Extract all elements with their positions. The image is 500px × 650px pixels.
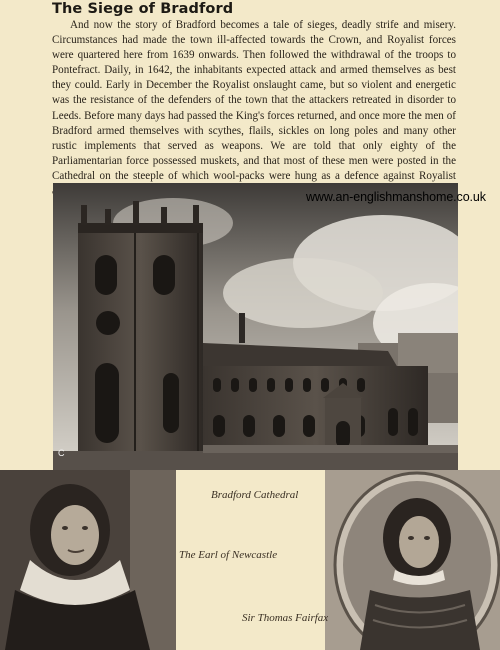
caption-cathedral: Bradford Cathedral [211,489,299,501]
fairfax-portrait [325,470,500,650]
cathedral-illustration [53,183,458,470]
website-watermark: www.an-englishmanshome.co.uk [306,190,486,204]
body-paragraph: And now the story of Bradford becomes a tale of sieges, deadly strife and misery. Circumstances had made the town ill-affected towards the Crown, and Royalist forces were quartered here from 1639 onwards. Then followed the withdrawal of the troops to Pontefract. Daily, in 1642, the inhabitants expected attack and armed themselves as best they could. Early in December the Royalist onslaught came, but so violent and energetic was the resistance of the defenders of the town that the attackers retreated in disorder to Leeds. Before many days had passed the King's forces returned, and once more the men of Bradford armed themselves with scythes, flails, sickles on long poles and many other rustic implements that served as weapons. We are told that only eighty of the Parliamentarian force possessed muskets, and that most of these men were posted in the Cathedral on the steeple of which wool-packs were hung as a defence against Royalist [52,19,456,182]
cathedral-photo [53,183,458,470]
newcastle-engraving [0,470,176,650]
fairfax-engraving [325,470,500,650]
caption-newcastle: The Earl of Newcastle [179,549,278,561]
newcastle-portrait [0,470,176,650]
caption-fairfax: Sir Thomas Fairfax [242,612,329,624]
section-heading: The Siege of Bradford [52,1,234,17]
photo-mark: C [58,448,65,458]
